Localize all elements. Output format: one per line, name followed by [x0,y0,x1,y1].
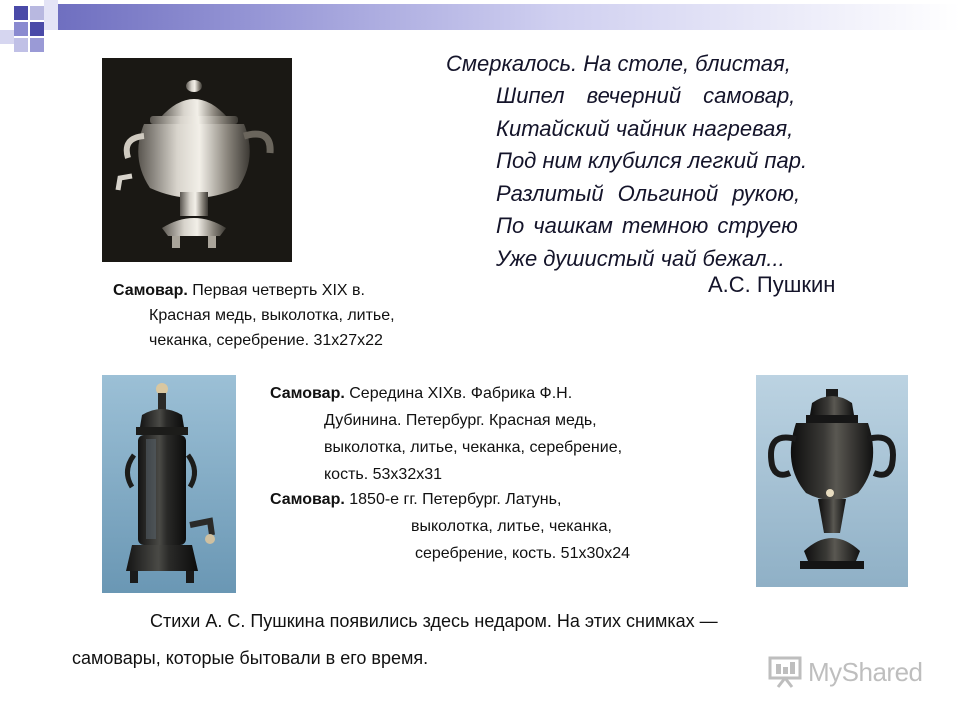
poem-line: Шипел вечерний самовар, [496,83,796,108]
watermark [768,656,923,688]
caption-text: 1850-е гг. Петербург. Латунь, [349,491,562,508]
deco-square [14,22,28,36]
caption-title: Самовар. [270,385,345,402]
description-line-1: Стихи А. С. Пушкина появились здесь недаром. На этих снимках — [150,611,718,631]
poem-line: Уже душистый чай бежал... [496,246,785,271]
deco-square [44,0,58,30]
caption-text: выколотка, литье, чеканка, серебрение, [324,439,623,456]
poem-line: Под ним клубился легкий пар. [496,148,808,173]
poem-line: Китайский чайник нагревая, [496,116,794,141]
caption-text: кость. 53х32х31 [324,466,443,483]
presentation-board-icon [768,656,802,688]
deco-square [30,22,44,36]
deco-square [0,30,14,44]
caption-text: Первая четверть XIX в. [192,282,365,299]
caption-title: Самовар. [113,282,188,299]
description-line-2: самовары, которые бытовали в его время. [72,648,429,668]
samovar-photo-1 [102,58,292,262]
deco-square [30,38,44,52]
deco-square [14,6,28,20]
caption-text: чеканка, серебрение. 31х27х22 [149,332,383,349]
caption-text: серебрение, кость. 51х30х24 [415,545,631,562]
deco-square [14,38,28,52]
caption-text: выколотка, литье, чеканка, [411,518,612,535]
caption-title: Самовар. [270,491,345,508]
poem-line: По чашкам темною струею [496,213,798,238]
caption-text: Красная медь, выколотка, литье, [149,307,395,324]
caption-text: Середина XIXв. Фабрика Ф.Н. [349,385,573,402]
poem-author: А.С. Пушкин [708,272,836,297]
caption-text: Дубинина. Петербург. Красная медь, [324,412,597,429]
poem-line: Разлитый Ольгиной рукою, [496,181,801,206]
deco-square [30,6,44,20]
watermark-text: MyShared [808,656,923,687]
header-gradient-bar [58,4,960,30]
samovar-photo-2 [102,375,236,593]
poem-line: Смеркалось. На столе, блистая, [446,51,791,76]
samovar-photo-3 [756,375,908,587]
